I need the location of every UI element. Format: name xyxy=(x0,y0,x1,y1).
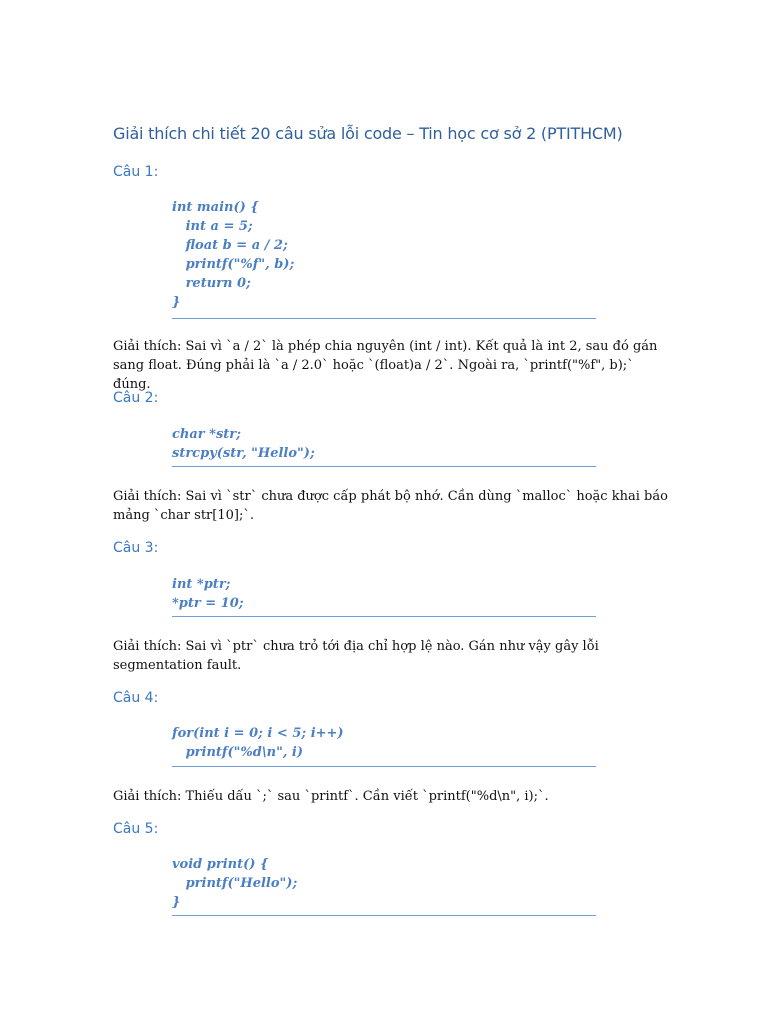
question-2-heading: Câu 2: xyxy=(113,390,159,406)
question-5-code-block xyxy=(172,855,596,916)
question-4-explanation: Giải thích: Thiếu dấu `;` sau `printf`. Cần viết `printf("%d\n", i);`. xyxy=(113,789,549,804)
question-2-code-block xyxy=(172,425,596,467)
question-3-explanation: Giải thích: Sai vì `ptr` chưa trỏ tới địa chỉ hợp lệ nào. Gán như vậy gây lỗi segmentation fault. xyxy=(113,639,599,673)
question-2-explanation: Giải thích: Sai vì `str` chưa được cấp phát bộ nhớ. Cần dùng `malloc` hoặc khai báo mảng `char str[10];`. xyxy=(113,489,668,523)
document-title: Giải thích chi tiết 20 câu sửa lỗi code – Tin học cơ sở 2 (PTITHCM) xyxy=(113,124,623,143)
code-line: printf("%d\n", i) xyxy=(172,745,303,760)
code-line: } xyxy=(172,895,181,910)
code-line: for(int i = 0; i < 5; i++) xyxy=(172,726,344,741)
code-line: } xyxy=(172,295,181,310)
code-line: void print() { xyxy=(172,857,269,872)
question-3-code-block xyxy=(172,575,596,617)
code-line: printf("%f", b); xyxy=(172,257,295,272)
question-1-heading: Câu 1: xyxy=(113,164,159,180)
code-line: strcpy(str, "Hello"); xyxy=(172,446,315,461)
code-line: char *str; xyxy=(172,427,241,442)
code-line: return 0; xyxy=(172,276,251,291)
code-line: *ptr = 10; xyxy=(172,596,244,611)
question-1-explanation: Giải thích: Sai vì `a / 2` là phép chia nguyên (int / int). Kết quả là int 2, sau đó gán sang float. Đúng phải là `a / 2.0` hoặc `(float)a / 2`. Ngoài ra, `printf("%f", b);` đúng. xyxy=(113,339,658,392)
question-3-heading: Câu 3: xyxy=(113,540,159,556)
question-4-heading: Câu 4: xyxy=(113,690,159,706)
code-line: int a = 5; xyxy=(172,219,253,234)
code-line: float b = a / 2; xyxy=(172,238,288,253)
question-5-heading: Câu 5: xyxy=(113,821,159,837)
code-line: printf("Hello"); xyxy=(172,876,298,891)
question-4-code-block xyxy=(172,724,596,767)
code-line: int main() { xyxy=(172,200,259,215)
question-1-code-block xyxy=(172,198,596,319)
code-line: int *ptr; xyxy=(172,577,231,592)
